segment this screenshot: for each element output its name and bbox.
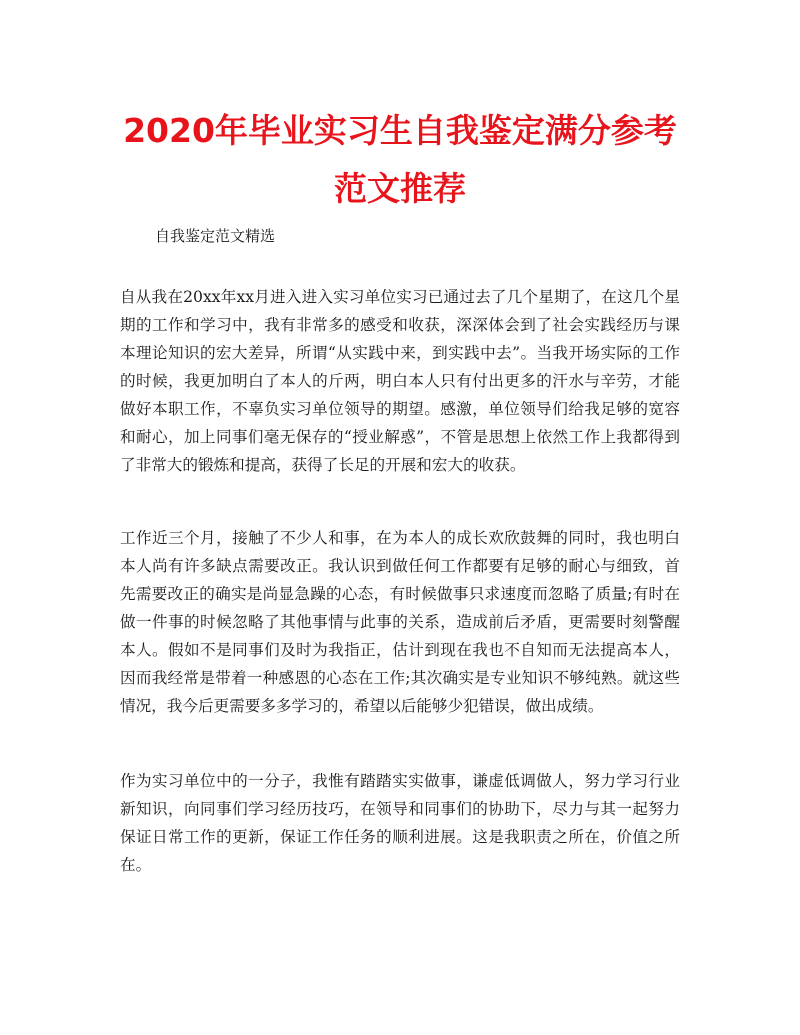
body-paragraph-1: 自从我在20xx年xx月进入进入实习单位实习已通过去了几个星期了，在这几个星期的工作和学习中，我有非常多的感受和收获，深深体会到了社会实践经历与课本理论知识的宏大差异，所谓“从实践中来，到实践中去”。当我开场实际的工作的时候，我更加明白了本人的斤两，明白本人只有付出更多的汗水与辛劳，才能做好本职工作，不辜负实习单位领导的期望。感激，单位领导们给我足够的宽容和耐心，加上同事们毫无保存的“授业解惑”，不管是思想上依然工作上我都得到了非常大的锻炼和提高，获得了长足的开展和宏大的收获。 [120,288,680,474]
body-paragraph-3: 作为实习单位中的一分子，我惟有踏踏实实做事，谦虚低调做人，努力学习行业新知识，向同事们学习经历技巧，在领导和同事们的协助下，尽力与其一起努力保证日常工作的更新，保证工作任务的顺利进展。这是我职责之所在，价值之所在。 [120,772,680,874]
body-paragraph-2: 工作近三个月，接触了不少人和事，在为本人的成长欢欣鼓舞的同时，我也明白本人尚有许多缺点需要改正。我认识到做任何工作都要有足够的耐心与细致，首先需要改正的确实是尚显急躁的心态，有时候做事只求速度而忽略了质量;有时在做一件事的时候忽略了其他事情与此事的关系，造成前后矛盾，更需要时刻警醒本人。假如不是同事们及时为我指正，估计到现在我也不自知而无法提高本人，因而我经常是带着一种感恩的心态在工作;其次确实是专业知识不够纯熟。就这些情况，我今后更需要多多学习的，希望以后能够少犯错误，做出成绩。 [120,529,680,715]
document-title: 2020年毕业实习生自我鉴定满分参考范文推荐 [123,111,677,208]
document-subtitle: 自我鉴定范文精选 [155,227,276,245]
